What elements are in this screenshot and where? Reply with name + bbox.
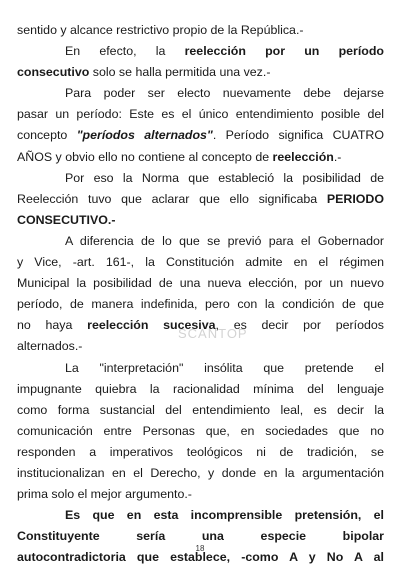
text-line: Constituyente sería una especie bipolar [17,529,384,544]
text-line: pasar un período: Este es el único entendimiento posible del [17,107,384,122]
text-line: prima solo el mejor argumento.- [17,487,192,502]
text-line: Por eso la Norma que estableció la posibilidad de [65,170,384,185]
text-line: período, de manera indefinida, pero con la condición de que [17,297,384,312]
text-line: sentido y alcance restrictivo propio de la República.- [17,23,304,37]
text-line: responden a imperativos teológicos ni de tradición, se [17,444,384,459]
text-line: CONSECUTIVO.- [17,212,116,227]
text-line: alternados.- [17,339,83,354]
text-line: La "interpretación" insólita que pretende el [65,360,384,375]
text-line: A diferencia de lo que se previó para el Gobernador [65,233,384,248]
text-line: comunicación entre Personas que, en sociedades que no [17,423,384,438]
text-line: no haya reelección sucesiva, es decir por períodos [17,318,384,333]
text-line: En efecto, la reelección por un período [65,44,384,59]
text-line: consecutivo solo se halla permitida una vez.- [17,65,271,80]
text-line: concepto "períodos alternados". Período significa CUATRO [17,128,384,143]
document-body [17,20,384,568]
text-line: impugnante quiebra la racionalidad mínima del lenguaje [17,381,384,396]
text-line: Reelección tuvo que aclarar que ello significaba PERIODO [17,191,384,206]
text-line: autocontradictoria que establece, -como A y No A al [17,550,384,565]
page-number: 18 [195,544,205,553]
text-line: institucionalizan en el Derecho, y donde en la argumentación [17,465,384,480]
text-line: Municipal la posibilidad de una nueva elección, por un nuevo [17,276,384,291]
text-line: Es que en esta incomprensible pretensión, el [65,508,384,523]
text-line: Para poder ser electo nuevamente debe dejarse [65,86,384,101]
text-line: y Vice, -art. 161-, la Constitución admite en el régimen [17,255,384,270]
scanner-watermark: SCANTOP [178,326,248,341]
text-line: AÑOS y obvio ello no contiene al concepto de reelección.- [17,149,342,164]
text-line: como forma sustancial del entendimiento leal, es decir la [17,402,384,417]
